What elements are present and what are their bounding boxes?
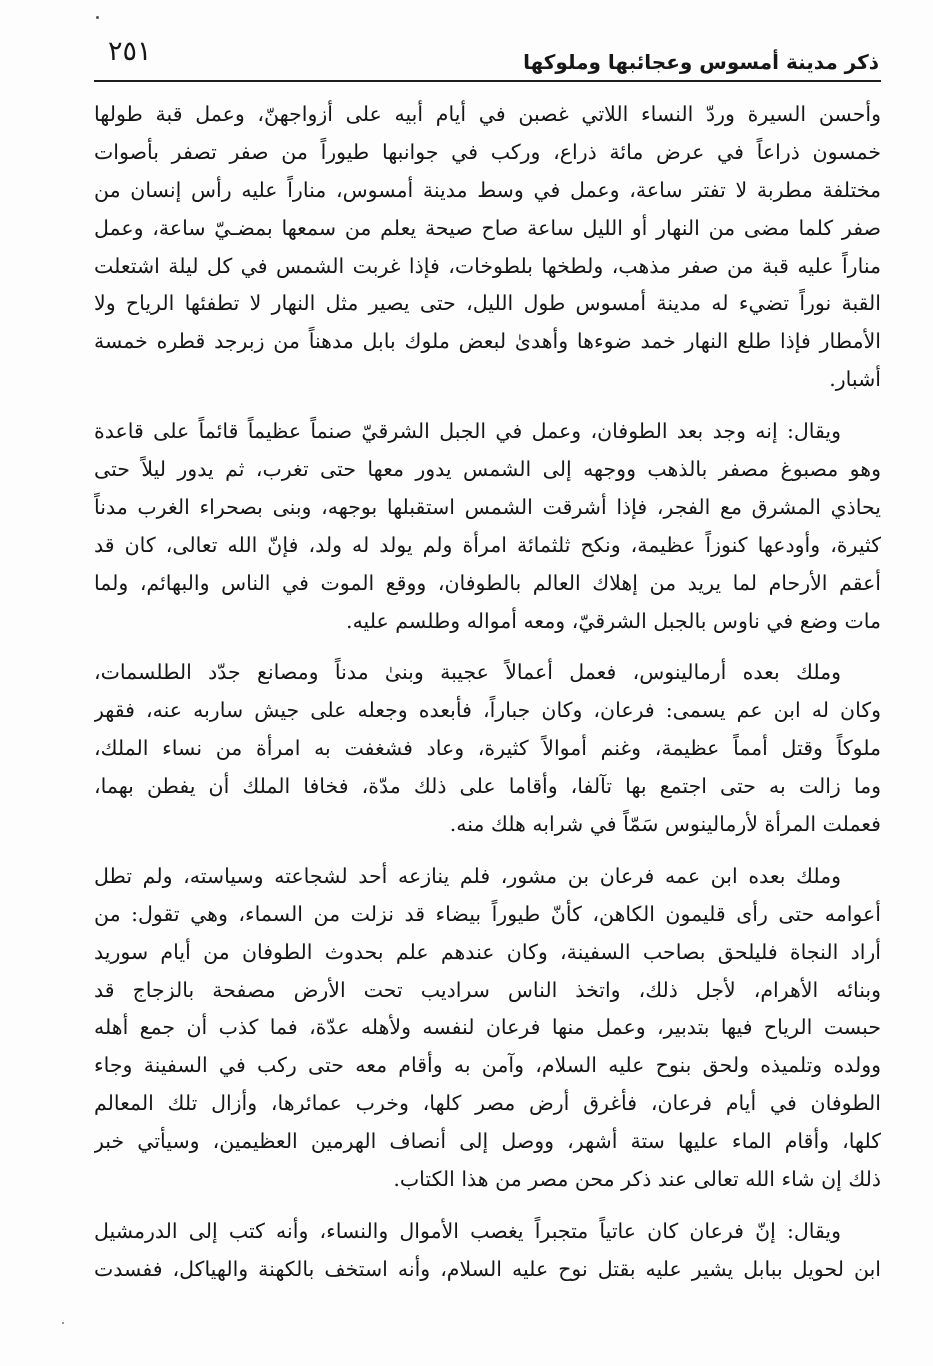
text-line: أعوامه حتى رأى قليمون الكاهن، كأنّ طيوراً بيضاء قد نزلت من السماء، وهي تقول: من: [94, 901, 881, 926]
text-line: مات وضع في ناوس بالجبل الشرقيّ، ومعه أمواله وطلسم عليه.: [346, 608, 881, 633]
page-header: [94, 34, 881, 82]
text-line: القبة نوراً تضيء له مدينة أمسوس طول الليل، حتى يصير مثل النهار لا تطفئها الرياح ولا: [94, 291, 881, 316]
text-line: ويقال: إنّ فرعان كان عاتياً متجبراً يغصب الأموال والنساء، وأنه كتب إلى الدرمشيل: [94, 1218, 841, 1243]
text-line: خمسون ذراعاً في عرض مائة ذراع، وركب في جوانبها طيوراً من صفر تصفر بأصوات: [94, 139, 881, 164]
text-line: صفر كلما مضى من النهار أو الليل ساعة صاح صيحة يعلم من سمعها بمضـيّ ساعة، وعمل: [94, 215, 881, 240]
header-rule: [94, 80, 881, 82]
text-line: وأحسن السيرة وردّ النساء اللاتي غصبن في أيام أبيه على أزواجهنّ، وعمل قبة طولها: [94, 102, 881, 126]
paragraph: [94, 413, 881, 640]
text-line: الطوفان في أيام فرعان، فأغرق أرض مصر كلها، وخرب عمائرها، وأزال تلك المعالم: [94, 1091, 881, 1116]
text-line: ذلك إن شاء الله تعالى عند ذكر محن مصر من هذا الكتاب.: [393, 1167, 881, 1192]
text-line: وبنائه الأهرام، لأجل ذلك، واتخذ الناس سراديب تحت الأرض مصفحة بالزجاج قد: [94, 977, 881, 1002]
paragraph: [94, 654, 881, 843]
text-line: أشبار.: [829, 367, 881, 392]
text-line: وملك بعده ابن عمه فرعان بن مشور، فلم ينازعه أحد لشجاعته وسياسته، ولم تطل: [94, 863, 841, 888]
text-line: يحاذي المشرق مع الفجر، فإذا أشرقت الشمس استقبلها بوجهه، وبنى بصحراء الغرب مدناً: [94, 494, 881, 519]
scan-speck: [62, 1322, 64, 1324]
scan-speck: [96, 16, 99, 19]
text-line: كثيرة، وأودعها كنوزاً عظيمة، ونكح ثلثمائة امرأة ولم يولد له ولد، فإنّ الله تعالى، كان قد: [94, 532, 881, 557]
paragraph: [94, 858, 881, 1199]
text-line: وهو مصبوغ مصفر بالذهب ووجهه إلى الشمس يدور معها حتى تغرب، ثم يدور ليلاً حتى: [94, 457, 881, 482]
text-line: ملوكاً وقتل أمماً عظيمة، وغنم أموالاً كثيرة، وعاد فشغفت به امرأة من نساء الملك،: [94, 736, 881, 761]
page-number: ٢٥١: [108, 36, 152, 67]
text-line: كلها، وأقام الماء عليها ستة أشهر، ووصل إلى أنصاف الهرمين العظيمين، وسيأتي خبر: [94, 1129, 881, 1154]
text-line: أعقم الأرحام لما يريد من إهلاك العالم بالطوفان، ووقع الموت في الناس والبهائم، ولما: [94, 570, 881, 595]
text-line: وما زالت به حتى اجتمع بها تآلفا، وأقاما على ذلك مدّة، فخافا الملك أن يفطن بهما،: [94, 774, 881, 799]
paragraph: [94, 96, 881, 399]
text-line: مختلفة مطربة لا تفتر ساعة، وعمل في وسط مدينة أمسوس، مناراً عليه رأس إنسان من: [94, 177, 881, 202]
body-text: [94, 96, 881, 1289]
text-line: وولده وتلميذه ولحق بنوح عليه السلام، وآمن به وأقام معه حتى ركب في السفينة وجاء: [94, 1053, 881, 1078]
text-line: الأمطار فإذا طلع النهار خمد ضوءها وأهدىٰ لبعض ملوك بابل مدهناً من زبرجد قطره خمسة: [94, 329, 881, 354]
running-title: ذكر مدينة أمسوس وعجائبها وملوكها: [523, 50, 879, 74]
text-line: أراد النجاة فليلحق بصاحب السفينة، وكان عندهم علم بحدوث الطوفان من أيام سوريد: [94, 939, 881, 964]
text-line: وكان له ابن عم يسمى: فرعان، وكان جباراً، فأبعده وجعله على جيش ساربه عنه، فقهر: [94, 698, 881, 723]
text-line: ابن لحويل ببابل يشير عليه بقتل نوح عليه السلام، وأنه استخف بالكهنة والهياكل، ففسدت: [94, 1256, 881, 1281]
text-line: ويقال: إنه وجد بعد الطوفان، وعمل في الجبل الشرقيّ صنماً عظيماً قائماً على قاعدة: [94, 419, 841, 444]
text-line: وملك بعده أرمالينوس، فعمل أعمالاً عجيبة وبنىٰ مدناً ومصانع جدّد الطلسمات،: [94, 660, 841, 685]
text-line: فعملت المرأة لأرمالينوس سَمّاً في شرابه هلك منه.: [449, 812, 881, 837]
text-line: حبست الرياح فيها بتدبير، وعمل منها فرعان لنفسه ولأهله عدّة، فما كذب أن جمع أهله: [94, 1015, 881, 1040]
text-line: مناراً عليه قبة من صفر مذهب، ولطخها بلطوخات، فإذا غربت الشمس في كل ليلة اشتعلت: [94, 253, 881, 278]
paragraph: [94, 1213, 881, 1289]
